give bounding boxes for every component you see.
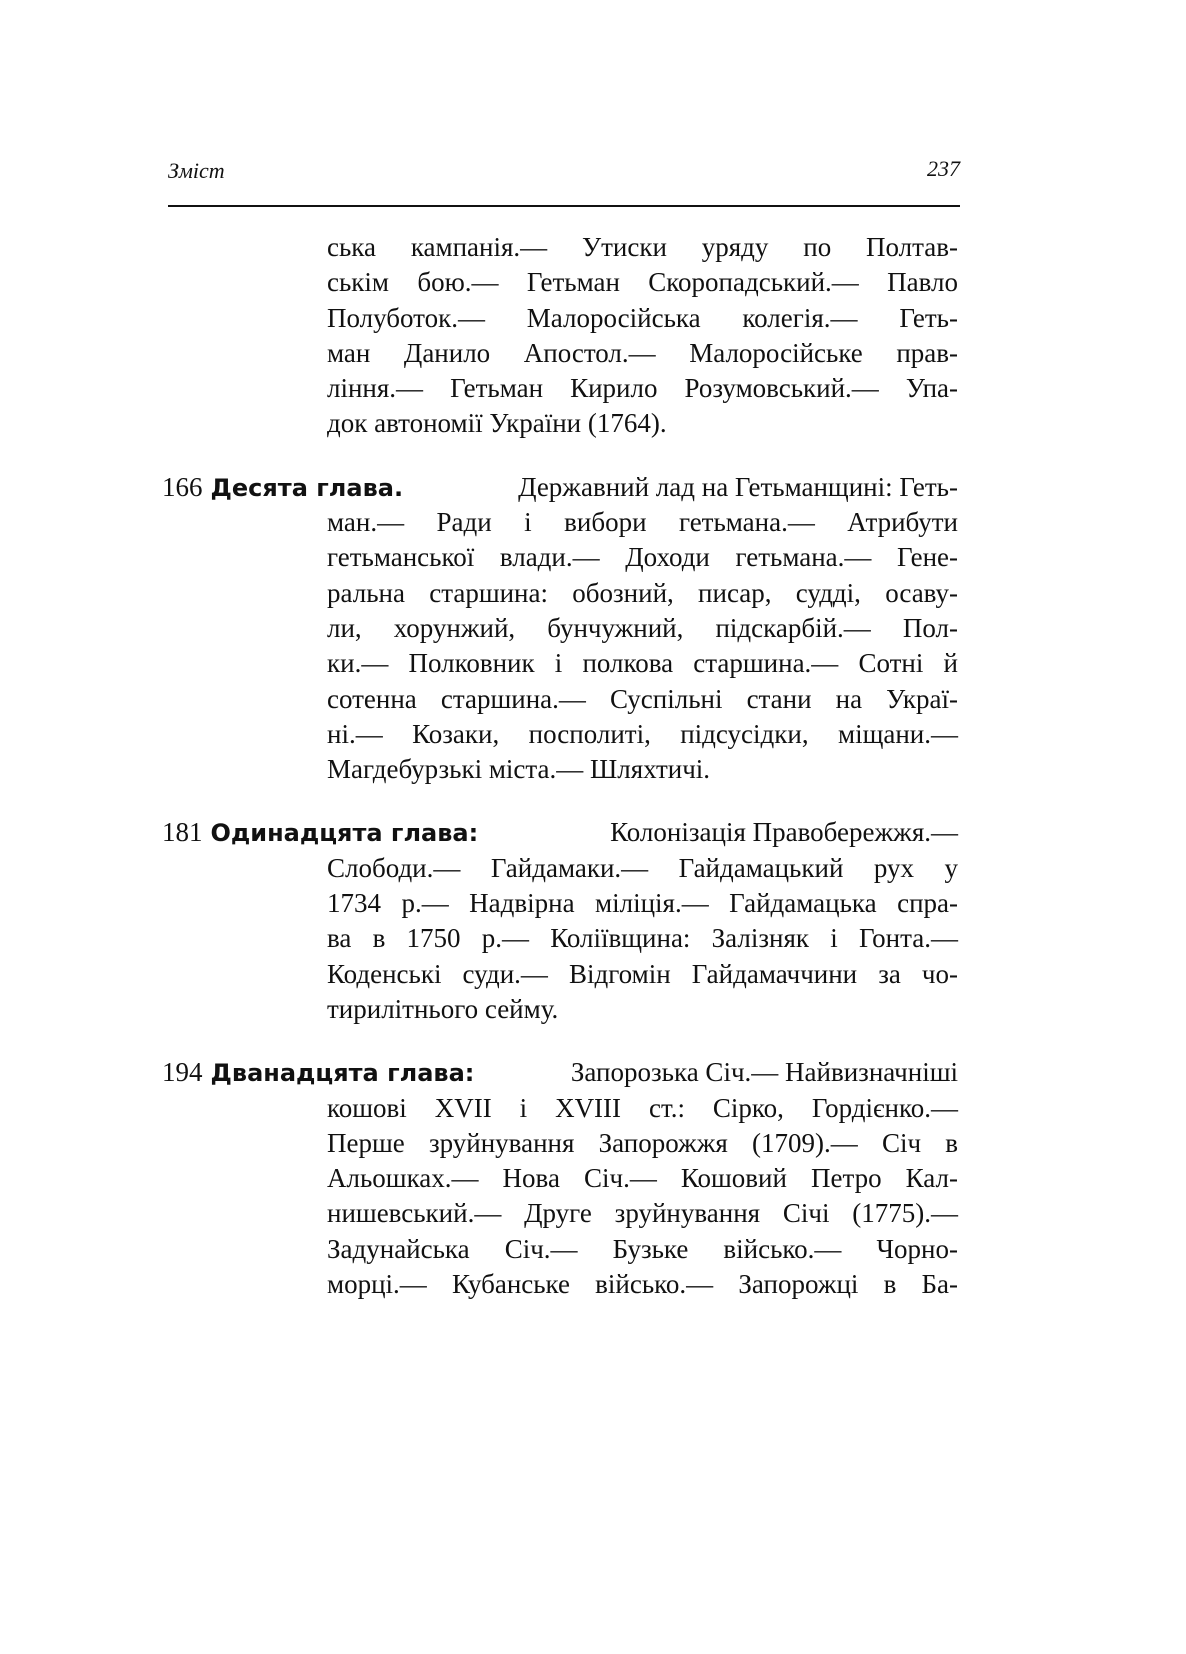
chapter-title: Десята глава.: [210, 473, 404, 502]
toc-line: док автономії України (1764).: [327, 408, 667, 439]
page-number: 237: [927, 156, 960, 181]
table-of-contents: [162, 230, 958, 1330]
toc-line: ральна старшина: обозний, писар, судді, осаву-: [327, 577, 958, 608]
toc-line: ман.— Ради і вибори гетьмана.— Атрибути: [327, 507, 958, 538]
toc-line: ні.— Козаки, посполиті, підсусідки, міщани.—: [327, 718, 958, 749]
toc-entry-first-line: [162, 815, 958, 850]
toc-line: Колонізація Правобережжя.—: [610, 817, 958, 848]
toc-line: Полуботок.— Малоросійська колегія.— Геть-: [327, 302, 958, 333]
toc-line: 1734 р.— Надвірна міліція.— Гайдамацька спра-: [327, 888, 958, 919]
toc-line: Перше зруйнування Запорожжя (1709).— Січ в: [327, 1127, 958, 1158]
toc-line: Державний лад на Гетьманщині: Геть-: [518, 471, 958, 502]
toc-line: ська кампанія.— Утиски уряду по Полтав-: [327, 232, 958, 262]
toc-line: Альошках.— Нова Січ.— Кошовий Петро Кал-: [327, 1163, 958, 1194]
header-rule: [168, 205, 960, 207]
entry-page-number: 194: [162, 1057, 203, 1088]
running-header-title: Зміст: [168, 158, 225, 183]
toc-line: ськім бою.— Гетьман Скоропадський.— Павло: [327, 267, 958, 298]
toc-line: Коденські суди.— Відгомін Гайдамаччини за чо-: [327, 958, 958, 989]
toc-line: нишевський.— Друге зруйнування Січі (1775).—: [327, 1198, 958, 1229]
toc-line: ління.— Гетьман Кирило Розумовський.— Упа-: [327, 373, 958, 404]
toc-entry-chapter-10: [162, 470, 958, 788]
toc-entry-first-line: [162, 1055, 958, 1090]
toc-entry-first-line: [162, 470, 958, 505]
chapter-title: Дванадцята глава:: [210, 1059, 475, 1088]
toc-line: Запорозька Січ.— Найвизначніші: [570, 1057, 958, 1088]
toc-line: ман Данило Апостол.— Малоросійське прав-: [327, 337, 958, 368]
toc-line: Слободи.— Гайдамаки.— Гайдамацький рух у: [327, 852, 958, 883]
chapter-title: Одинадцята глава:: [210, 819, 479, 848]
toc-line: гетьманської влади.— Доходи гетьмана.— Гене-: [327, 542, 958, 573]
entry-page-number: 181: [162, 817, 203, 848]
toc-line: ва в 1750 р.— Коліївщина: Залізняк і Гонта.—: [327, 923, 958, 954]
toc-line: Магдебурзькі міста.— Шляхтичі.: [327, 754, 711, 785]
toc-line: Задунайська Січ.— Бузьке військо.— Чорно-: [327, 1233, 958, 1264]
toc-entry-chapter-12: [162, 1055, 958, 1302]
toc-line: кошові XVII і XVIII ст.: Сірко, Гордієнко.—: [327, 1092, 958, 1123]
entry-page-number: 166: [162, 471, 203, 502]
toc-line: ки.— Полковник і полкова старшина.— Сотні й: [327, 648, 958, 679]
toc-line: тирилітнього сейму.: [327, 993, 559, 1024]
toc-entry-chapter-11: [162, 815, 958, 1027]
toc-entry-continuation: [162, 230, 958, 442]
toc-line: морці.— Кубанське військо.— Запорожці в Ба-: [327, 1269, 958, 1300]
toc-line: сотенна старшина.— Суспільні стани на Украї-: [327, 683, 958, 714]
toc-line: ли, хорунжий, бунчужний, підскарбій.— Пол-: [327, 612, 958, 643]
